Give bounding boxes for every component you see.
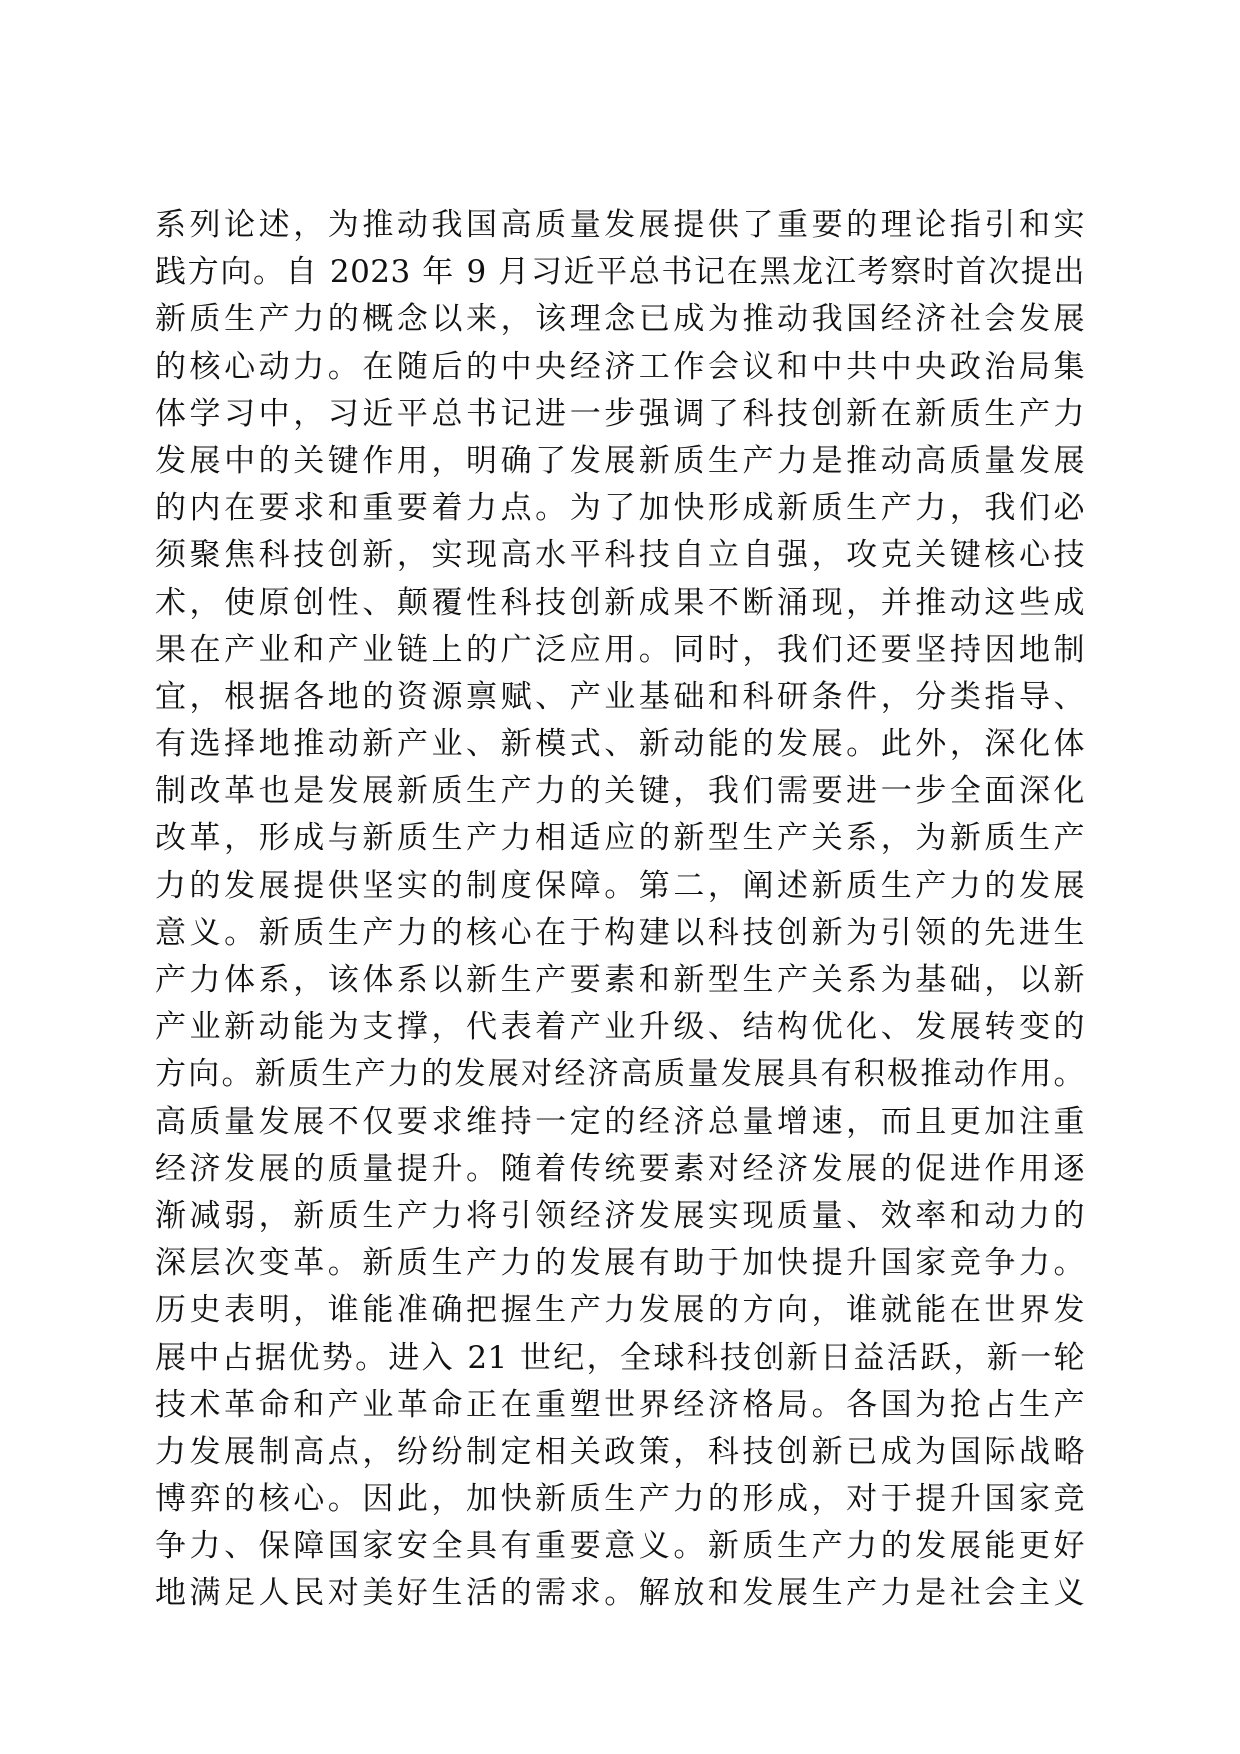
text-line: 新质生产力的概念以来，该理念已成为推动我国经济社会发展	[155, 301, 1085, 338]
text-line: 产力体系，该体系以新生产要素和新型生产关系为基础，以新	[155, 962, 1085, 998]
text-line: 争力、保障国家安全具有重要意义。新质生产力的发展能更好	[155, 1528, 1085, 1565]
text-line: 经济发展的质量提升。随着传统要素对经济发展的促进作用逐	[155, 1150, 1085, 1187]
text-line: 发展中的关键作用，明确了发展新质生产力是推动高质量发展	[155, 442, 1085, 479]
text-line: 的核心动力。在随后的中央经济工作会议和中共中央政治局集	[155, 348, 1085, 385]
text-line: 意义。新质生产力的核心在于构建以科技创新为引领的先进生	[155, 914, 1085, 951]
body-text	[155, 202, 1085, 1618]
text-line: 有选择地推动新产业、新模式、新动能的发展。此外，深化体	[155, 726, 1085, 763]
text-line: 方向。新质生产力的发展对经济高质量发展具有积极推动作用。	[155, 1056, 1085, 1093]
text-line: 改革，形成与新质生产力相适应的新型生产关系，为新质生产	[155, 820, 1085, 857]
text-line: 产业新动能为支撑，代表着产业升级、结构优化、发展转变的	[155, 1009, 1085, 1046]
text-line: 践方向。自 2023 年 9 月习近平总书记在黑龙江考察时首次提出	[155, 254, 1085, 291]
text-line: 技术革命和产业革命正在重塑世界经济格局。各国为抢占生产	[155, 1386, 1085, 1423]
text-line: 的内在要求和重要着力点。为了加快形成新质生产力，我们必	[155, 490, 1085, 527]
text-line: 力的发展提供坚实的制度保障。第二，阐述新质生产力的发展	[155, 867, 1085, 904]
text-line: 展中占据优势。进入 21 世纪，全球科技创新日益活跃，新一轮	[155, 1339, 1085, 1376]
text-line: 体学习中，习近平总书记进一步强调了科技创新在新质生产力	[155, 395, 1085, 432]
text-line: 高质量发展不仅要求维持一定的经济总量增速，而且更加注重	[155, 1103, 1085, 1140]
text-line: 制改革也是发展新质生产力的关键，我们需要进一步全面深化	[155, 773, 1085, 810]
text-line: 力发展制高点，纷纷制定相关政策，科技创新已成为国际战略	[155, 1433, 1085, 1470]
text-line: 渐减弱，新质生产力将引领经济发展实现质量、效率和动力的	[155, 1197, 1085, 1234]
text-line: 博弈的核心。因此，加快新质生产力的形成，对于提升国家竞	[155, 1481, 1085, 1518]
text-line: 宜，根据各地的资源禀赋、产业基础和科研条件，分类指导、	[155, 678, 1085, 715]
text-line: 历史表明，谁能准确把握生产力发展的方向，谁就能在世界发	[155, 1292, 1085, 1329]
text-line: 果在产业和产业链上的广泛应用。同时，我们还要坚持因地制	[155, 631, 1085, 668]
text-line: 术，使原创性、颠覆性科技创新成果不断涌现，并推动这些成	[155, 584, 1085, 621]
text-line: 系列论述，为推动我国高质量发展提供了重要的理论指引和实	[155, 207, 1085, 243]
text-line: 地满足人民对美好生活的需求。解放和发展生产力是社会主义	[155, 1575, 1085, 1612]
text-line: 深层次变革。新质生产力的发展有助于加快提升国家竞争力。	[155, 1245, 1085, 1282]
text-line: 须聚焦科技创新，实现高水平科技自立自强，攻克关键核心技	[155, 537, 1085, 574]
